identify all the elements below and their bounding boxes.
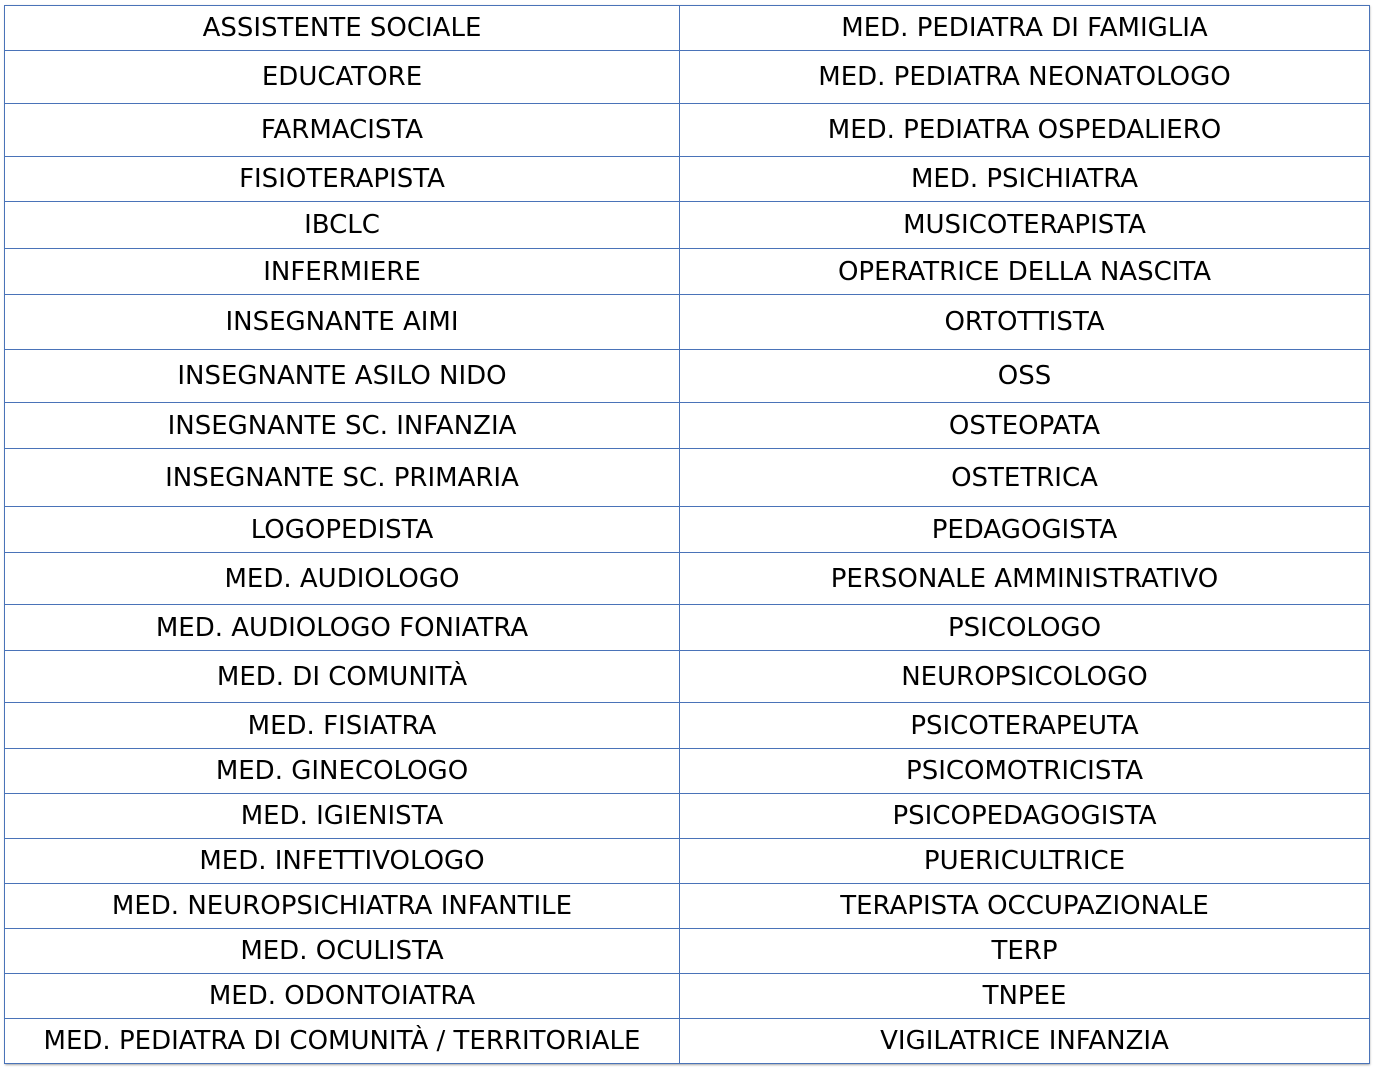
professions-table (4, 5, 1370, 1064)
table-cell-left: EDUCATORE (5, 51, 680, 104)
table-cell-right: PSICOPEDAGOGISTA (680, 794, 1370, 839)
table-row (5, 974, 1370, 1019)
table-cell-right: MED. PEDIATRA NEONATOLOGO (680, 51, 1370, 104)
table-cell-left: MED. GINECOLOGO (5, 749, 680, 794)
table-row (5, 651, 1370, 703)
table-row (5, 6, 1370, 51)
table-row (5, 449, 1370, 507)
table-cell-right: NEUROPSICOLOGO (680, 651, 1370, 703)
table-cell-right: MUSICOTERAPISTA (680, 202, 1370, 249)
table-cell-right: PSICOMOTRICISTA (680, 749, 1370, 794)
table-cell-right: OPERATRICE DELLA NASCITA (680, 249, 1370, 295)
table-cell-right: MED. PSICHIATRA (680, 157, 1370, 202)
table-cell-left: MED. PEDIATRA DI COMUNITÀ / TERRITORIALE (5, 1019, 680, 1064)
table-cell-right: TNPEE (680, 974, 1370, 1019)
table-cell-right: PSICOLOGO (680, 605, 1370, 651)
table-cell-right: PERSONALE AMMINISTRATIVO (680, 553, 1370, 605)
table-cell-left: FARMACISTA (5, 104, 680, 157)
table-cell-right: MED. PEDIATRA OSPEDALIERO (680, 104, 1370, 157)
table-cell-left: INSEGNANTE ASILO NIDO (5, 350, 680, 403)
table-cell-right: OSTETRICA (680, 449, 1370, 507)
table-cell-left: INSEGNANTE AIMI (5, 295, 680, 350)
table-row (5, 51, 1370, 104)
table-row (5, 249, 1370, 295)
table-cell-left: MED. FISIATRA (5, 703, 680, 749)
table-cell-left: IBCLC (5, 202, 680, 249)
professions-table-container (4, 5, 1369, 1064)
table-cell-left: INFERMIERE (5, 249, 680, 295)
table-cell-right: TERP (680, 929, 1370, 974)
table-row (5, 507, 1370, 553)
table-cell-left: MED. DI COMUNITÀ (5, 651, 680, 703)
table-row (5, 794, 1370, 839)
table-row (5, 104, 1370, 157)
table-row (5, 749, 1370, 794)
table-cell-right: PSICOTERAPEUTA (680, 703, 1370, 749)
table-cell-left: MED. AUDIOLOGO FONIATRA (5, 605, 680, 651)
table-row (5, 295, 1370, 350)
table-row (5, 703, 1370, 749)
table-row (5, 350, 1370, 403)
table-cell-left: MED. OCULISTA (5, 929, 680, 974)
table-cell-left: MED. ODONTOIATRA (5, 974, 680, 1019)
table-cell-left: FISIOTERAPISTA (5, 157, 680, 202)
table-row (5, 1019, 1370, 1064)
table-cell-right: PUERICULTRICE (680, 839, 1370, 884)
table-row (5, 839, 1370, 884)
table-cell-right: OSS (680, 350, 1370, 403)
table-row (5, 884, 1370, 929)
table-row (5, 605, 1370, 651)
table-row (5, 929, 1370, 974)
table-cell-right: OSTEOPATA (680, 403, 1370, 449)
table-cell-right: VIGILATRICE INFANZIA (680, 1019, 1370, 1064)
table-cell-right: MED. PEDIATRA DI FAMIGLIA (680, 6, 1370, 51)
table-row (5, 403, 1370, 449)
professions-table-body (5, 6, 1370, 1064)
table-row (5, 157, 1370, 202)
table-cell-left: MED. IGIENISTA (5, 794, 680, 839)
table-cell-left: INSEGNANTE SC. PRIMARIA (5, 449, 680, 507)
table-cell-right: TERAPISTA OCCUPAZIONALE (680, 884, 1370, 929)
table-cell-left: INSEGNANTE SC. INFANZIA (5, 403, 680, 449)
table-cell-right: ORTOTTISTA (680, 295, 1370, 350)
table-cell-left: ASSISTENTE SOCIALE (5, 6, 680, 51)
table-row (5, 553, 1370, 605)
table-cell-left: MED. NEUROPSICHIATRA INFANTILE (5, 884, 680, 929)
table-row (5, 202, 1370, 249)
table-cell-left: MED. INFETTIVOLOGO (5, 839, 680, 884)
table-cell-left: LOGOPEDISTA (5, 507, 680, 553)
table-cell-left: MED. AUDIOLOGO (5, 553, 680, 605)
table-cell-right: PEDAGOGISTA (680, 507, 1370, 553)
